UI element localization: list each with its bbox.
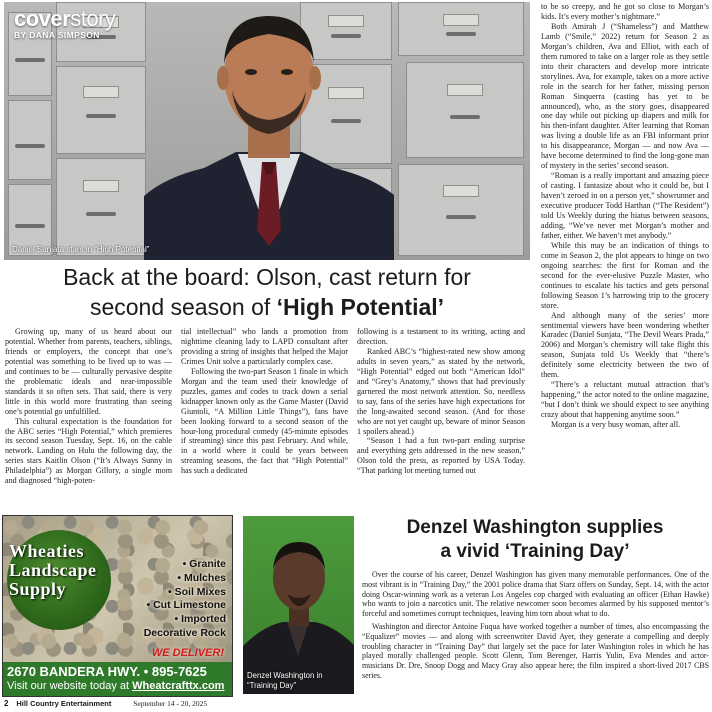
article-column-3 — [357, 327, 525, 476]
denzel-article-body — [362, 570, 709, 684]
paragraph: “There’s a reluctant mutual attraction that’s happening,” the actor noted to the online magazine, “but I don’t think we should expect to see anything crazy about that happening anytime soon.” — [541, 380, 709, 420]
cover-photo — [4, 2, 530, 260]
list-item: • Soil Mixes — [168, 585, 226, 598]
wheaties-landscape-ad[interactable] — [2, 515, 233, 697]
paragraph: While this may be an indication of things to come in Season 2, the plot appears to hinge on two ongoing searches: the first for Roman and the second for the ever-elusive Puzzle Master, who continues to escalate his tactics and gets personal following Season 1’s harrowing trip to the grocery store. — [541, 240, 709, 310]
byline: BY DANA SIMPSON — [14, 30, 100, 40]
list-item: • Cut Limestone — [146, 599, 226, 612]
paragraph: Growing up, many of us heard about our potential. Whether from parents, teachers, siblings, friends or employers, the concept that one’s potential was something to be lived up to was — and continues to be — culturally pervasive despite the problematic ideals and near-impossible standards it so often sets. That said, there is very little in this world more frustrating than seeing one’s potential go unfulfilled. — [5, 327, 172, 416]
paragraph: This cultural expectation is the foundation for the ABC series “High Potential,” which premieres its second season Tuesday, Sept. 16, on the cable network. Landing on Hulu the following day, the series stars Kaitlin Olson (“It’s Always Sunny in Philadelphia”) as Morgan Gillory, a single mom and diagnosed “high-poten- — [5, 416, 172, 486]
ad-deliver-tagline: WE DELIVER! — [151, 647, 224, 659]
actor-portrait — [144, 2, 394, 260]
article-column-2 — [181, 327, 348, 476]
paragraph: Over the course of his career, Denzel Washington has given many memorable performances. One of the most vibrant is in “Training Day,” the 2001 police drama that Starz offers on Sunday, Sept. 14, with the actor doing Oscar-winning work as a veteran Los Angeles cop charged with evaluating an officer (Ethan Hawke) who wants to join a narcotics unit. The relative newcomer soon becomes alarmed by his supposed mentor’s forceful and sometimes corrupt techniques, leaving him torn about what to do. — [362, 570, 709, 619]
ad-business-name: Wheaties Landscape Supply — [9, 541, 97, 599]
photo-caption: Daniel Sunjata stars in “High Potential” — [12, 245, 150, 254]
cover-story-brand: coverstory BY DANA SIMPSON — [14, 6, 116, 40]
paragraph: to be so creepy, and he got so close to Morgan’s kids. It’s every mother’s nightmare.” — [541, 2, 709, 21]
photo-caption: Denzel Washington in “Training Day” — [247, 671, 323, 690]
article-headline: Back at the board: Olson, cast return for second season of ‘High Potential’ — [63, 264, 471, 320]
paragraph: “Season 1 had a fun two-part ending surprise and everything gets addressed in the new season,” Olson told the press, as reported by USA Today. “That parking lot meeting turned out — [357, 436, 525, 476]
paragraph: “Roman is a really important and amazing piece of casting. I fantasize about who it could be, but I haven’t zeroed in on a person yet,” showrunner and executive producer Todd Harthan (“The Resident”) told Us Weekly during the hiatus between seasons, adding, “We’ve never met Morgan’s mother and father, either. We haven’t met anybody.” — [541, 171, 709, 240]
cabinet-drawer — [406, 62, 524, 158]
paragraph: Both Amirah J (“Shameless”) and Matthew Lamb (“Smile,” 2022) return for Season 2 as Morgan’s children, Ava and Elliot, with each of them rumored to take on a larger role as they settle into their characters and develop more intricate storylines. Ava, for example, takes on a more active role in the search for her father, missing person Roman Sinquerra (casting has yet to be announced), who, as the story goes, disappeared one day while out picking up diapers and milk for his then-infant daughter. After learning that Roman was living a double life as an FBI informant prior to his disappearance, Morgan — and now Ava — have become determined to find the long-gone man of mystery in the series’ second season. — [541, 21, 709, 171]
cabinet-drawer — [56, 66, 146, 154]
cabinet-drawer — [56, 158, 146, 256]
list-item: • Mulches — [177, 571, 226, 584]
ad-contact-bar: 2670 BANDERA HWY. • 895-7625 Visit our website today at Wheatcrafttx.com — [3, 662, 232, 696]
paragraph: And although many of the series’ more sentimental viewers have been wondering whether Karadec (Daniel Sunjata, “The Devil Wears Prada,” 2006) and Morgan’s chemistry will take flight this season, Sunjata told Us Weekly that “there’s definitely some electricity between the two of them. — [541, 310, 709, 380]
list-item: Decorative Rock — [143, 626, 226, 639]
paragraph: Washington and director Antoine Fuqua have worked together a number of times, also encompassing the “Equalizer” movies — and along with screenwriter David Ayer, they generate a compelling and deeply troubling character in “Training Day” that largely set the pace for later Washington roles in which he has played morally challenged people. Scott Glenn, Tom Berenger, Harris Yulin, Eva Mendes and actor-musicians Dr. Dre, Snoop Dogg and Macy Gray also appear here; the film inspired a short-lived 2017 CBS series. — [362, 621, 709, 680]
paragraph: Morgan is a very busy woman, after all. — [551, 420, 681, 430]
page-footer — [4, 698, 304, 710]
article-column-1 — [5, 327, 172, 486]
issue-date: September 14 - 20, 2025 — [133, 699, 208, 708]
ad-address-phone: 2670 BANDERA HWY. • 895-7625 — [7, 664, 207, 679]
ad-website-link[interactable]: Wheatcrafttx.com — [132, 680, 225, 692]
paragraph: Ranked ABC’s “highest-rated new show among adults in seven years,” as stated by the network, “High Potential” edged out both “American Idol” and “Grey’s Anatomy,” shows that had previously garnered the most network attention. So, needless to say, fans of the series have high expectations for the long-awaited second season. (And for those who are not yet caught up, beware of minor Season 1 spoilers ahead.) — [357, 346, 525, 436]
cabinet-drawer — [8, 100, 52, 180]
page-number: 2 — [4, 699, 9, 708]
actor-portrait — [243, 516, 354, 694]
list-item: • Granite — [182, 558, 226, 570]
denzel-photo — [243, 516, 354, 694]
paragraph: following is a testament to its writing, acting and direction. — [357, 327, 525, 346]
paragraph: tial intellectual” who lands a promotion from nighttime cleaning lady to LAPD consultant after providing a string of insights that helped the Major Crimes Unit solve a particularly complex case. — [181, 327, 348, 366]
list-item: • Imported — [174, 613, 226, 626]
cabinet-drawer — [398, 2, 524, 56]
paragraph: Following the two-part Season 1 finale in which Morgan and the team used their knowledge of puzzles, games and codes to track down a serial kidnapper known only as the Game Master (David Giuntoli, “A Million Little Things”), fans have been looking forward to a second season of the hour-long procedural comedy (45-minute episodes if streaming) since this past February. And while, in a world where it could be years between streaming seasons, the fact that “High Potential” has such a dedicated — [181, 366, 348, 476]
ad-product-list — [144, 558, 226, 641]
cabinet-drawer — [398, 164, 524, 256]
publication-name: Hill Country Entertainment — [16, 699, 112, 708]
article-column-4 — [541, 2, 709, 430]
denzel-headline: Denzel Washington supplies a vivid ‘Training Day’ — [406, 517, 664, 562]
